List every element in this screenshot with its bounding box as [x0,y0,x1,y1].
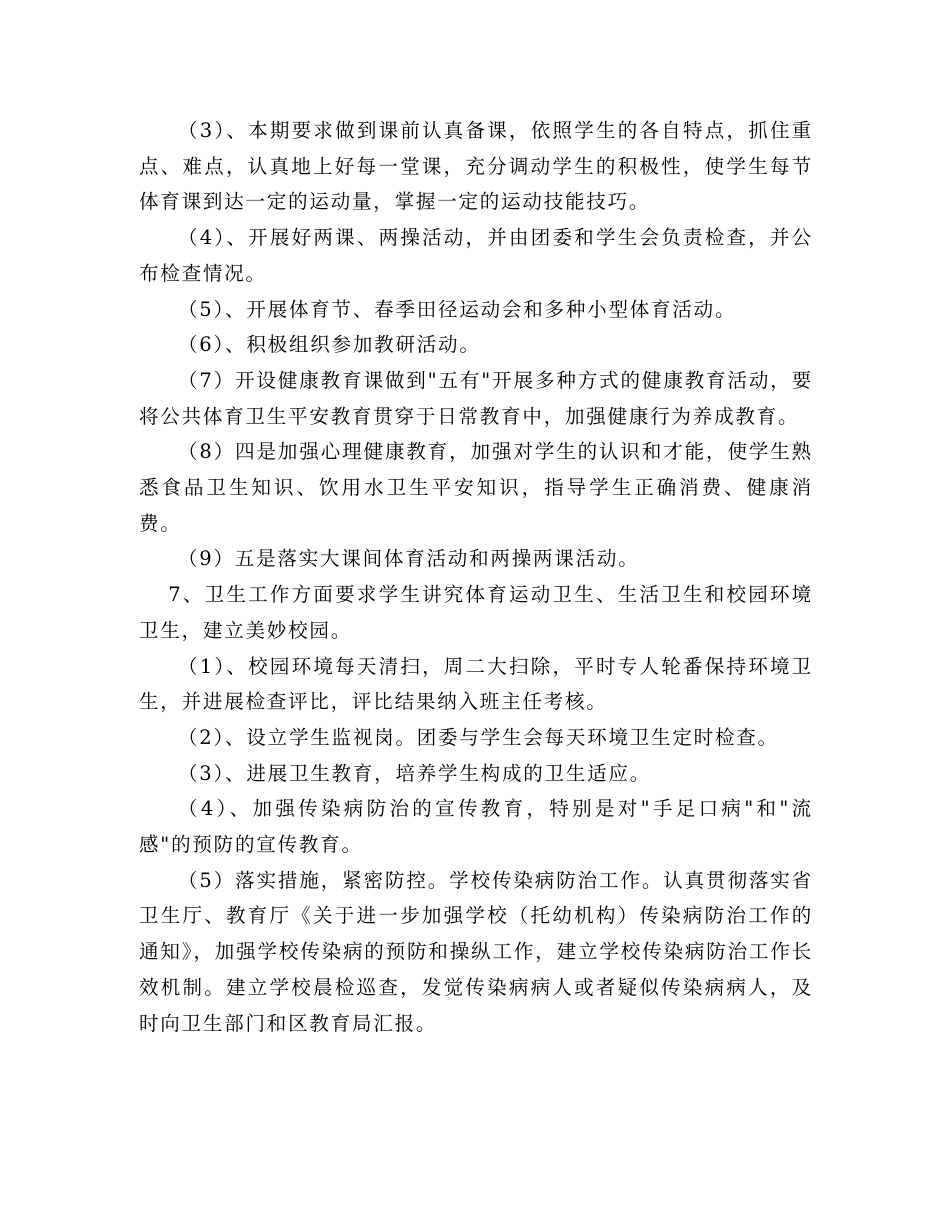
paragraph-item-4-two-classes: （4）、开展好两课、两操活动，并由团委和学生会负责检查，并公布检查情况。 [139,226,813,285]
paragraph-item-9-recess-activities: （9）五是落实大课间体育活动和两操两课活动。 [178,547,640,571]
paragraph-hygiene-3-education: （3）、进展卫生教育，培养学生构成的卫生适应。 [178,761,652,785]
paragraph-item-3-lesson-prep: （3）、本期要求做到课前认真备课，依照学生的各自特点，抓住重点、难点，认真地上好每一堂课，充分调动学生的积极性，使学生每节体育课到达一定的运动量，掌握一定的运动技能技巧。 [139,119,813,214]
document-body [139,113,813,1041]
paragraph-hygiene-4-disease-awareness: （4）、加强传染病防治的宣传教育，特别是对"手足口病"和"流感"的预防的宣传教育。 [139,797,813,857]
paragraph-hygiene-5-prevention: （5）落实措施，紧密防控。学校传染病防治工作。认真贯彻落实省卫生厅、教育厅《关于进一步加强学校（托幼机构）传染病防治工作的通知》，加强学校传染病的预防和操纵工作，建立学校传染病防治工作长效机制。建立学校晨检巡查，发觉传染病病人或者疑似传染病病人，及时向卫生部门和区教育局汇报。 [139,868,813,1035]
paragraph-section-7-hygiene: 7、卫生工作方面要求学生讲究体育运动卫生、生活卫生和校园环境卫生，建立美妙校园。 [139,583,813,642]
paragraph-item-7-health-course: （7）开设健康教育课做到"五有"开展多种方式的健康教育活动，要将公共体育卫生平安教育贯穿于日常教育中，加强健康行为养成教育。 [139,368,813,428]
paragraph-item-6-teaching-research: （6）、积极组织参加教研活动。 [178,333,481,357]
paragraph-item-5-sports-festival: （5）、开展体育节、春季田径运动会和多种小型体育活动。 [178,297,737,321]
paragraph-hygiene-1-cleaning: （1）、校园环境每天清扫，周二大扫除，平时专人轮番保持环境卫生，并进展检查评比，评比结果纳入班主任考核。 [139,654,813,714]
paragraph-hygiene-2-monitor-post: （2）、设立学生监视岗。团委与学生会每天环境卫生定时检查。 [178,725,779,749]
paragraph-item-8-mental-health: （8）四是加强心理健康教育，加强对学生的认识和才能，使学生熟悉食品卫生知识、饮用水卫生平安知识，指导学生正确消费、健康消费。 [139,440,813,535]
